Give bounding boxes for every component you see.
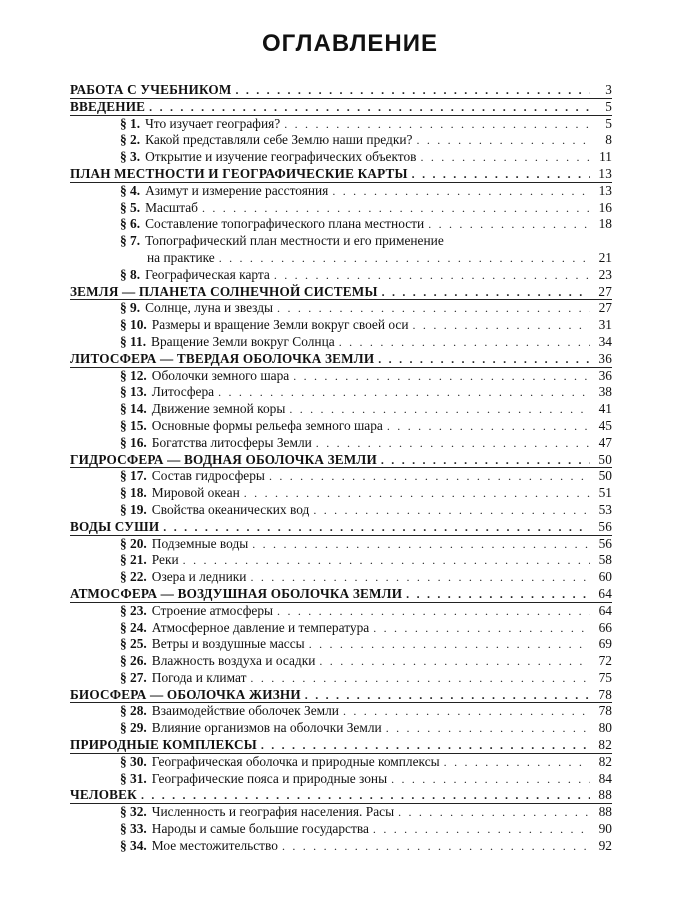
toc-entry-title: Движение земной коры [151,401,286,417]
dot-leader [386,720,590,737]
toc-paragraph-number: § 24. [120,619,147,635]
toc-entry-title: Географические пояса и природные зоны [151,770,388,786]
toc-page-number: 66 [598,619,612,635]
page-title: ОГЛАВЛЕНИЕ [261,30,439,57]
toc-page-number: 90 [598,821,612,837]
toc-paragraph-number: § 23. [120,602,147,618]
toc-entry-row [70,334,612,351]
toc-page-number: 84 [598,770,612,786]
toc-paragraph-number: § 29. [120,720,147,736]
toc-section-row [70,166,612,183]
toc-entry-row [70,620,612,637]
toc-section-title: ЧЕЛОВЕК [70,787,137,803]
dot-leader [444,754,590,771]
toc-entry-title: Строение атмосферы [151,602,274,618]
dot-leader [428,216,590,233]
toc-entry-row [70,771,612,788]
toc-paragraph-number: § 33. [120,821,147,837]
toc-entry-title: Богатства литосферы Земли [151,434,312,450]
toc-paragraph-number: § 20. [120,535,147,551]
toc-page-number: 75 [598,669,612,685]
toc-entry-title: Взаимодействие оболочек Земли [151,703,339,719]
toc-section-row [70,82,612,99]
dot-leader [183,552,590,569]
toc-paragraph-number: § 1. [120,115,141,131]
toc-section-row [70,519,612,536]
toc-entry-row [70,552,612,569]
toc-page-number: 69 [598,636,612,652]
toc-entry-title: Составление топографического плана местности [145,216,425,232]
toc-page-number: 53 [598,501,612,517]
toc-entry-row [70,216,612,233]
toc-paragraph-number: § 16. [120,434,147,450]
toc-paragraph-number: § 28. [120,703,147,719]
toc-section-title: ПЛАН МЕСТНОСТИ И ГЕОГРАФИЧЕСКИЕ КАРТЫ [70,165,408,181]
toc-section-title: ВВЕДЕНИЕ [70,98,146,114]
toc-paragraph-number: § 34. [120,837,147,853]
toc-entry-row [70,317,612,334]
dot-leader [316,435,590,452]
toc-paragraph-number: § 26. [120,653,147,669]
toc-entry-title: Народы и самые большие государства [151,821,369,837]
toc-entry-title: Подземные воды [151,535,249,551]
dot-leader [406,586,590,603]
toc-page-number: 5 [605,98,612,114]
toc-entry-title: Открытие и изучение географических объектов [145,149,417,165]
toc-section-title: ПРИРОДНЫЕ КОМПЛЕКСЫ [70,737,257,753]
dot-leader [141,787,590,804]
toc-entry-title: Что изучает география? [145,115,281,131]
toc-paragraph-number: § 18. [120,485,147,501]
dot-leader [218,384,590,401]
toc-paragraph-number: § 8. [120,266,141,282]
toc-page-number: 88 [598,787,612,803]
toc-entry-title: Топографический план местности и его применение [145,233,444,249]
toc-paragraph-number: § 13. [120,384,147,400]
toc-paragraph-number: § 27. [120,669,147,685]
toc-paragraph-number: § 10. [120,317,147,333]
toc-page-number: 16 [598,199,612,215]
dot-leader [219,250,590,267]
toc-entry-title: Литосфера [151,384,215,400]
toc-entry-title: на практике [147,249,215,265]
toc-page-number: 36 [598,350,612,366]
toc-page-number: 64 [598,585,612,601]
dot-leader [343,703,590,720]
toc-section-row [70,284,612,301]
toc-entry-row [70,720,612,737]
toc-entry-title: Атмосферное давление и температура [151,619,370,635]
dot-leader [282,838,590,855]
dot-leader [252,536,590,553]
toc-entry-row [70,368,612,385]
dot-leader [309,636,590,653]
dot-leader [413,317,590,334]
toc-section-row [70,687,612,704]
toc-page-number: 50 [598,451,612,467]
toc-section-title: ЗЕМЛЯ — ПЛАНЕТА СОЛНЕЧНОЙ СИСТЕМЫ [70,283,378,299]
toc-entry-row [70,569,612,586]
toc-section-title: ГИДРОСФЕРА — ВОДНАЯ ОБОЛОЧКА ЗЕМЛИ [70,451,377,467]
dot-leader [416,132,590,149]
toc-section-row [70,737,612,754]
toc-entry-title: Свойства океанических вод [151,501,310,517]
toc-entry-row [70,536,612,553]
dot-leader [250,569,590,586]
toc-entry-row [70,838,612,855]
toc-paragraph-number: § 2. [120,132,141,148]
dot-leader [250,670,590,687]
toc-entry-row [70,468,612,485]
toc-entry-row [70,435,612,452]
dot-leader [293,368,590,385]
dot-leader [202,200,590,217]
dot-leader [412,166,590,183]
toc-entry-row [70,250,612,267]
toc-entry-row [70,384,612,401]
toc-page-number: 3 [605,82,612,97]
toc-entry-row [70,821,612,838]
toc-entry-row [70,804,612,821]
toc-page-number: 51 [598,485,612,501]
toc-entry-title: Солнце, луна и звезды [145,300,274,316]
toc-entry-row [70,200,612,217]
toc-page-number: 13 [598,182,612,198]
toc-paragraph-number: § 3. [120,149,141,165]
dot-leader [269,468,590,485]
toc-page-number: 5 [605,115,612,131]
toc-entry-row [70,485,612,502]
toc-page-number: 58 [598,552,612,568]
toc-entry-row [70,233,612,250]
toc-paragraph-number: § 9. [120,300,141,316]
toc-paragraph-number: § 32. [120,804,147,820]
toc-page-number: 21 [598,249,612,265]
toc-entry-row [70,132,612,149]
toc-page-number: 47 [598,434,612,450]
toc-entry-row [70,754,612,771]
toc-page-number: 23 [598,266,612,282]
toc-entry-row [70,401,612,418]
toc-page-number: 92 [598,837,612,853]
toc-entry-title: Влажность воздуха и осадки [151,653,316,669]
dot-leader [381,452,590,469]
dot-leader [313,502,590,519]
toc-page-number: 78 [598,703,612,719]
dot-leader [391,771,590,788]
dot-leader [305,687,590,704]
toc-entry-title: Влияние организмов на оболочки Земли [151,720,382,736]
toc-paragraph-number: § 15. [120,417,147,433]
toc-page-number: 13 [598,165,612,181]
toc-page-number: 60 [598,569,612,585]
toc-entry-row [70,703,612,720]
toc-section-row [70,351,612,368]
toc-section-title: АТМОСФЕРА — ВОЗДУШНАЯ ОБОЛОЧКА ЗЕМЛИ [70,585,403,601]
table-of-contents [70,82,612,855]
toc-entry-title: Какой представляли себе Землю наши предки? [145,132,413,148]
toc-entry-title: Вращение Земли вокруг Солнца [151,333,335,349]
toc-entry-row [70,603,612,620]
toc-paragraph-number: § 14. [120,401,147,417]
toc-page-number: 18 [598,216,612,232]
toc-entry-row [70,267,612,284]
toc-entry-row [70,149,612,166]
toc-entry-row [70,418,612,435]
toc-entry-title: Состав гидросферы [151,468,265,484]
toc-page-number: 36 [598,367,612,383]
toc-entry-row [70,116,612,133]
toc-page-number: 8 [605,132,612,148]
toc-entry-row [70,653,612,670]
toc-page-number: 82 [598,753,612,769]
toc-paragraph-number: § 6. [120,216,141,232]
toc-section-row [70,99,612,116]
toc-paragraph-number: § 5. [120,199,141,215]
toc-entry-title: Оболочки земного шара [151,367,290,383]
toc-paragraph-number: § 30. [120,753,147,769]
dot-leader [261,737,590,754]
toc-section-title: РАБОТА С УЧЕБНИКОМ [70,82,232,97]
toc-page-number: 72 [598,653,612,669]
dot-leader [373,620,590,637]
toc-page-number: 38 [598,384,612,400]
toc-section-title: ЛИТОСФЕРА — ТВЕРДАЯ ОБОЛОЧКА ЗЕМЛИ [70,350,375,366]
toc-entry-title: Масштаб [145,199,198,215]
toc-page-number: 34 [598,333,612,349]
dot-leader [378,351,590,368]
dot-leader [332,183,590,200]
toc-paragraph-number: § 11. [120,333,147,349]
toc-page-number: 82 [598,737,612,753]
dot-leader [149,99,590,116]
toc-entry-title: Географическая карта [145,266,270,282]
toc-page-number: 56 [598,535,612,551]
dot-leader [235,82,590,99]
toc-page-number: 78 [598,686,612,702]
toc-entry-row [70,636,612,653]
toc-page-number: 88 [598,804,612,820]
toc-page-number: 64 [598,602,612,618]
dot-leader [398,804,590,821]
toc-entry-title: Численность и география населения. Расы [151,804,395,820]
toc-page-number: 27 [598,283,612,299]
toc-entry-title: Реки [151,552,179,568]
toc-paragraph-number: § 7. [120,233,141,249]
toc-entry-title: Мое местожительство [151,837,278,853]
toc-section-title: БИОСФЕРА — ОБОЛОЧКА ЖИЗНИ [70,686,301,702]
toc-entry-title: Мировой океан [151,485,240,501]
dot-leader [277,300,590,317]
toc-paragraph-number: § 22. [120,569,147,585]
dot-leader [284,116,590,133]
toc-entry-title: Озера и ледники [151,569,247,585]
toc-section-row [70,452,612,469]
toc-paragraph-number: § 4. [120,182,141,198]
dot-leader [339,334,590,351]
toc-entry-title: Основные формы рельефа земного шара [151,417,383,433]
toc-page-number: 41 [598,401,612,417]
toc-paragraph-number: § 17. [120,468,147,484]
toc-entry-title: Географическая оболочка и природные комплексы [151,753,440,769]
toc-section-row [70,586,612,603]
toc-paragraph-number: § 31. [120,770,147,786]
toc-entry-row [70,502,612,519]
toc-page-number: 56 [598,518,612,534]
dot-leader [319,653,590,670]
dot-leader [420,149,590,166]
toc-section-title: ВОДЫ СУШИ [70,518,160,534]
dot-leader [382,284,590,301]
toc-page-number: 31 [598,317,612,333]
dot-leader [244,485,590,502]
toc-entry-title: Ветры и воздушные массы [151,636,305,652]
toc-page-number: 45 [598,417,612,433]
toc-paragraph-number: § 12. [120,367,147,383]
dot-leader [274,267,590,284]
dot-leader [163,519,590,536]
toc-entry-row [70,300,612,317]
dot-leader [373,821,590,838]
dot-leader [277,603,590,620]
dot-leader [387,418,590,435]
toc-entry-row [70,670,612,687]
toc-page-number: 27 [598,300,612,316]
dot-leader [289,401,590,418]
toc-entry-title: Азимут и измерение расстояния [145,182,329,198]
toc-paragraph-number: § 25. [120,636,147,652]
toc-page-number: 50 [598,468,612,484]
toc-paragraph-number: § 21. [120,552,147,568]
toc-section-row [70,787,612,804]
toc-entry-title: Размеры и вращение Земли вокруг своей оси [151,317,409,333]
toc-paragraph-number: § 19. [120,501,147,517]
toc-page-number: 11 [599,149,612,165]
toc-entry-row [70,183,612,200]
toc-entry-title: Погода и климат [151,669,247,685]
toc-page-number: 80 [598,720,612,736]
